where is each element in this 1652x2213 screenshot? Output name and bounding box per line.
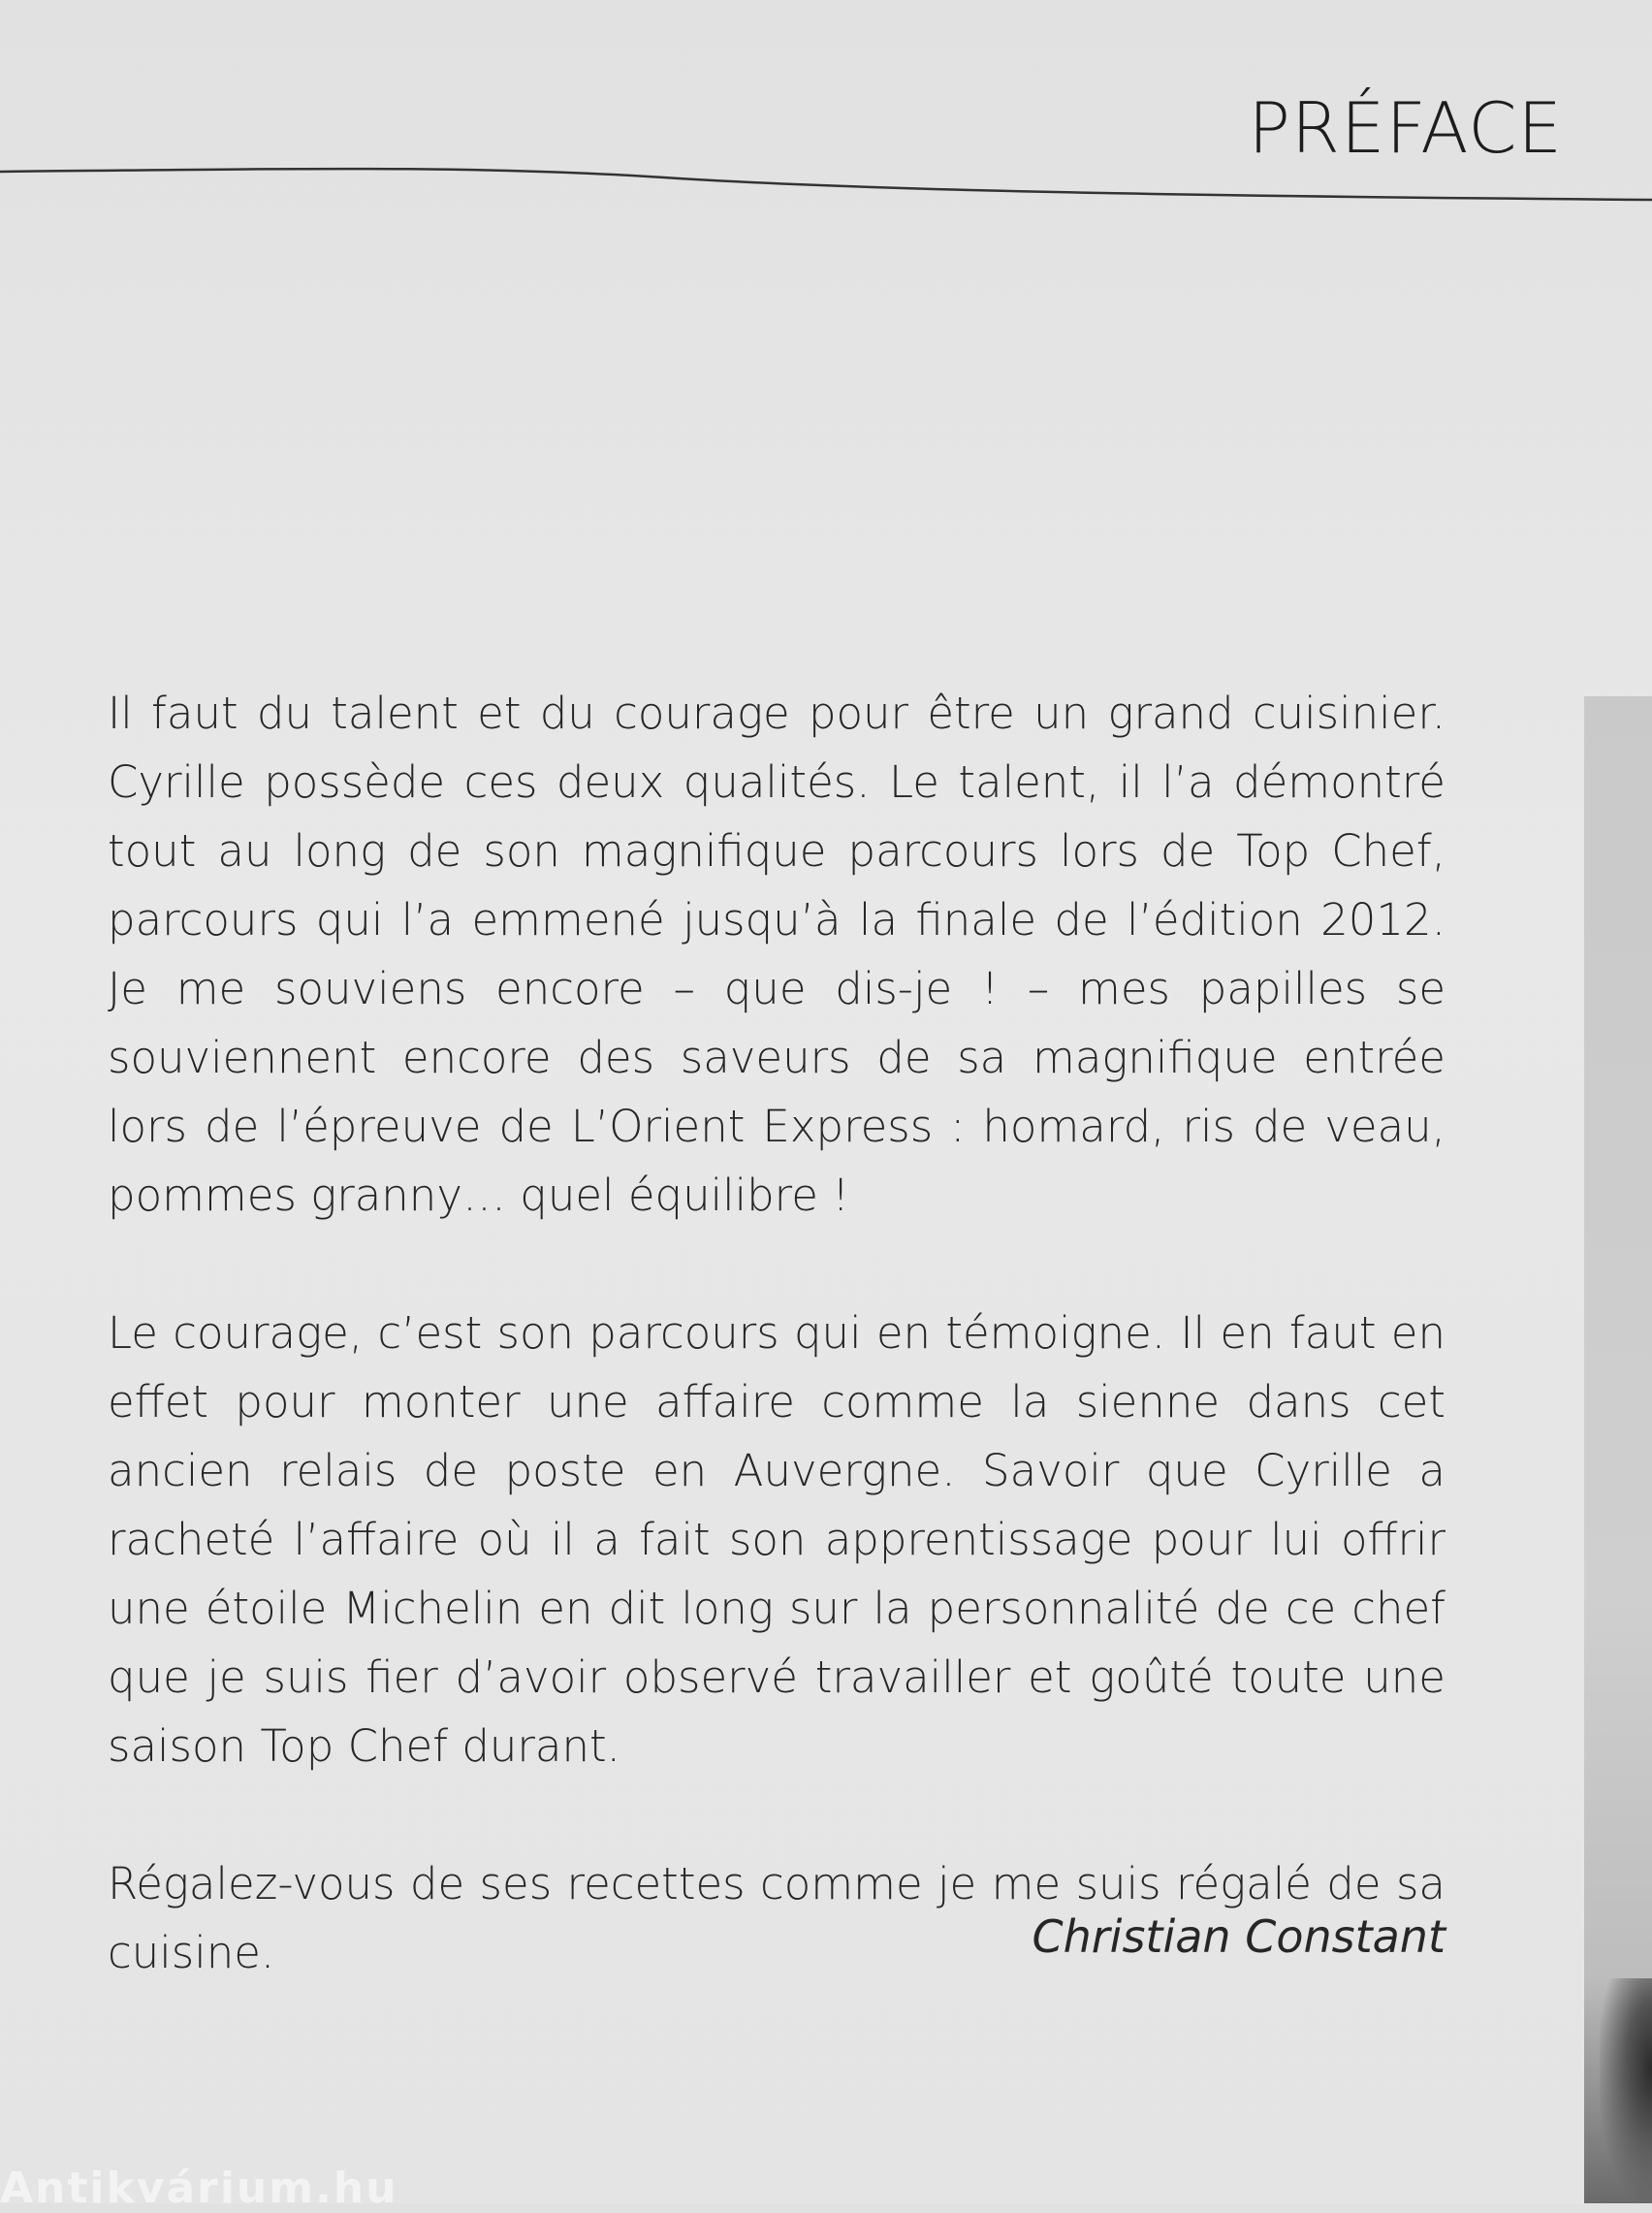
- watermark: Antikvárium.hu: [0, 2164, 398, 2213]
- page-title: PRÉFACE: [1248, 87, 1563, 169]
- photo-edge-shadow: [1600, 1978, 1652, 2203]
- paragraph: Régalez-vous de ses recettes comme je me suis régalé de sa cuisine.: [108, 1858, 1446, 1978]
- paragraph: Il faut du talent et du courage pour être un grand cuisinier. Cyrille possède ces deux qualités. Le talent, il l’a démontré tout au long de son magnifique parcours lors de Top Chef, parcours qui l’a emmené jusqu’à la finale de l’édition 2012. Je me souviens encore – que dis-je ! – mes papilles se souviennent encore des saveurs de sa magnifique entrée lors de l’épreuve de L’Orient Express : homard, ris de veau, pommes granny… quel équilibre !: [108, 688, 1446, 1221]
- header-rule: [0, 155, 1652, 213]
- preface-body: [108, 679, 1446, 2056]
- photo-edge: [1584, 696, 1652, 2203]
- paragraph: Le courage, c’est son parcours qui en témoigne. Il en faut en effet pour monter une affaire comme la sienne dans cet ancien relais de poste en Auvergne. Savoir que Cyrille a racheté l’affaire où il a fait son apprentissage pour lui offrir une étoile Michelin en dit long sur la personnalité de ce chef que je suis fier d’avoir observé travailler et goûté toute une saison Top Chef durant.: [108, 1307, 1446, 1772]
- signature: Christian Constant: [1032, 1910, 1446, 1963]
